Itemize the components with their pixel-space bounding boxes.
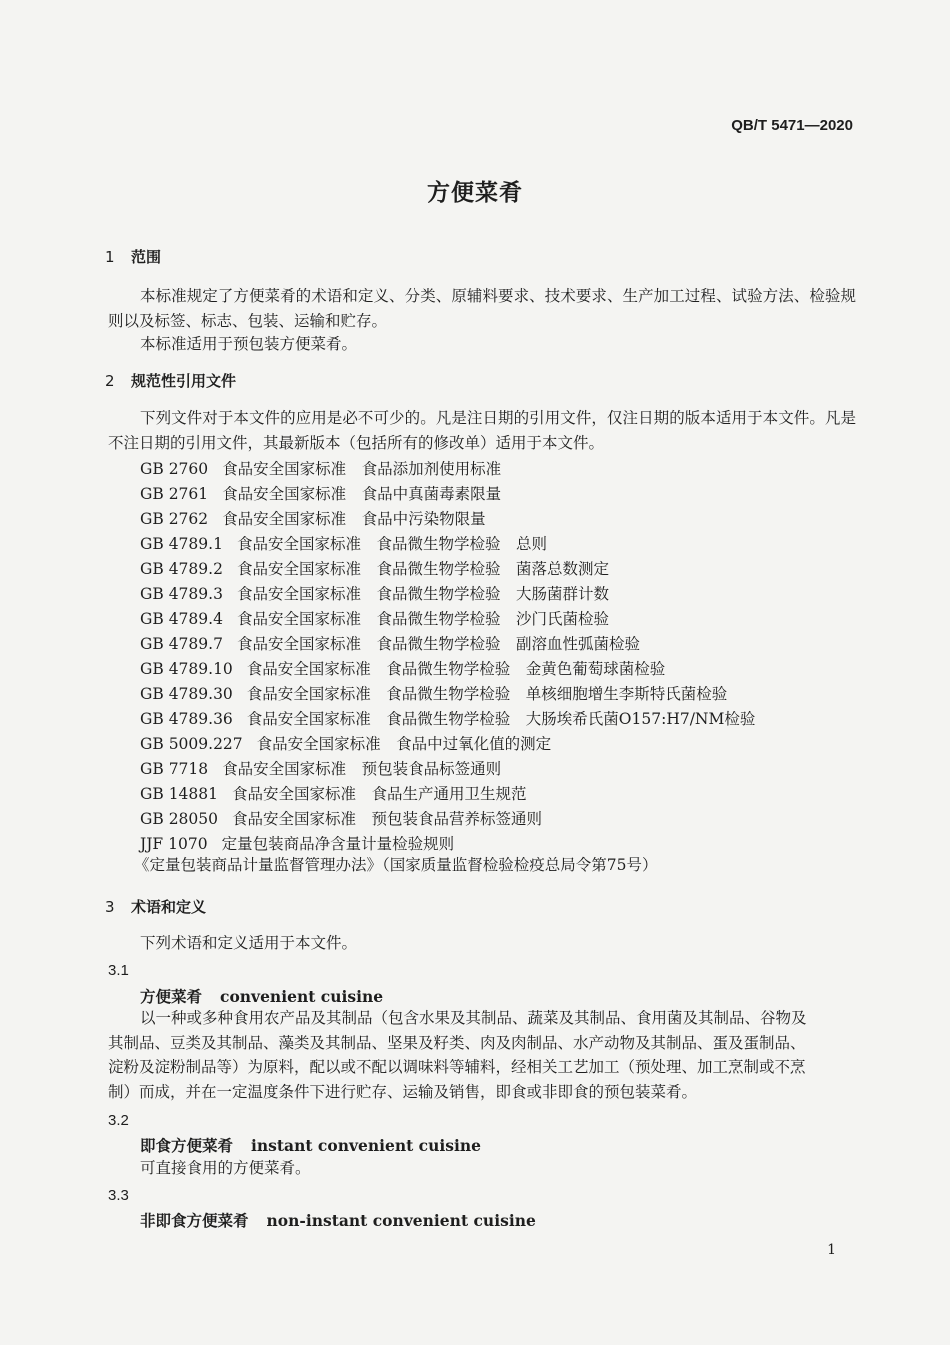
term-cn: 方便菜肴 [140,987,203,1006]
standard-code: QB/T 5471—2020 [731,117,853,134]
reference-title: 定量包装商品净含量计量检验规则 [221,835,455,853]
reference-code: GB 5009.227 [140,735,243,753]
section-number: 3 [105,898,115,916]
term-cn: 即食方便菜肴 [140,1136,234,1155]
section-3-heading [105,896,206,917]
section-number: 2 [105,372,115,390]
section-number: 1 [105,248,115,266]
reference-code: GB 7718 [140,760,209,778]
reference-item [140,682,727,704]
term-3-2-number: 3.2 [108,1112,129,1129]
scope-line-2: 检验规则以及标签、标志、包装、运输和贮存。 [108,287,856,330]
term-3-1-def-line-1: 以一种或多种食用农产品及其制品（包含水果及其制品、蔬菜及其制品、食用菌及其制品、谷物及 [140,1009,807,1027]
reference-item [140,582,609,604]
refs-intro-line-2: 凡是不注日期的引用文件，其最新版本（包括所有的修改单）适用于本文件。 [108,409,856,452]
term-3-2-definition: 可直接食用的方便菜肴。 [140,1159,311,1177]
refs-intro-line-1: 下列文件对于本文件的应用是必不可少的。凡是注日期的引用文件，仅注日期的版本适用于本文件。 [140,409,825,427]
term-3-1-def-line-2: 其制品、豆类及其制品、藻类及其制品、坚果及籽类、肉及肉制品、水产动物及其制品、蛋及蛋制品、 [108,1034,806,1052]
reference-code: GB 4789.4 [140,610,223,628]
term-en: instant convenient cuisine [251,1136,482,1155]
reference-item [140,707,755,729]
reference-title: 食品安全国家标准 食品生产通用卫生规范 [232,785,527,803]
reference-title: 食品安全国家标准 食品微生物学检验 菌落总数测定 [236,560,609,578]
reference-code: GB 4789.30 [140,685,233,703]
term-3-2-title [140,1134,481,1156]
reference-item [140,832,454,854]
term-3-3-number: 3.3 [108,1187,129,1204]
reference-item [140,482,501,504]
reference-title: 食品安全国家标准 食品微生物学检验 大肠菌群计数 [236,585,609,603]
reference-item [140,607,609,629]
reference-code: GB 4789.3 [140,585,223,603]
term-3-3-title [140,1209,536,1231]
reference-title: 食品安全国家标准 食品微生物学检验 沙门氏菌检验 [236,610,609,628]
page-number: 1 [827,1242,836,1258]
reference-item [140,757,501,779]
reference-title: 食品安全国家标准 食品微生物学检验 大肠埃希氏菌O157:H7/NM检验 [246,710,756,728]
reference-title: 食品安全国家标准 食品中真菌毒素限量 [222,485,502,503]
reference-title: 食品安全国家标准 食品中污染物限量 [222,510,486,528]
reference-title: 食品安全国家标准 食品微生物学检验 副溶血性弧菌检验 [236,635,640,653]
term-3-1-number: 3.1 [108,962,129,979]
reference-title: 食品安全国家标准 食品微生物学检验 总则 [236,535,547,553]
reference-title: 食品安全国家标准 食品微生物学检验 金黄色葡萄球菌检验 [246,660,666,678]
term-3-1-title [140,985,383,1007]
reference-code: JJF 1070 [140,835,208,853]
refs-intro [108,406,856,456]
reference-title: 食品安全国家标准 食品添加剂使用标准 [222,460,502,478]
term-cn: 非即食方便菜肴 [140,1211,249,1230]
section-2-heading [105,370,236,391]
scope-paragraph-1 [108,284,856,334]
reference-item [140,807,542,829]
reference-code: GB 4789.36 [140,710,233,728]
reference-code: GB 2761 [140,485,209,503]
regulation-reference: 《定量包装商品计量监督管理办法》（国家质量监督检验检疫总局令第75号） [134,856,658,874]
reference-item [140,632,640,654]
reference-code: GB 2762 [140,510,209,528]
reference-item [140,532,547,554]
reference-title: 食品安全国家标准 食品微生物学检验 单核细胞增生李斯特氏菌检验 [246,685,728,703]
reference-item [140,657,665,679]
reference-code: GB 4789.1 [140,535,223,553]
document-title: 方便菜肴 [427,180,523,206]
term-3-1-def-line-4: 制）而成，并在一定温度条件下进行贮存、运输及销售，即食或非即食的预包装菜肴。 [108,1083,698,1101]
scope-paragraph-2: 本标准适用于预包装方便菜肴。 [140,335,358,353]
reference-title: 食品安全国家标准 预包装食品营养标签通则 [232,810,543,828]
reference-title: 食品安全国家标准 预包装食品标签通则 [222,760,502,778]
reference-code: GB 28050 [140,810,219,828]
term-en: convenient cuisine [220,987,384,1006]
terms-intro: 下列术语和定义适用于本文件。 [140,934,358,952]
section-title: 范围 [131,248,162,266]
reference-item [140,557,609,579]
reference-item [140,732,551,754]
reference-code: GB 4789.2 [140,560,223,578]
reference-code: GB 4789.10 [140,660,233,678]
scope-line-1: 本标准规定了方便菜肴的术语和定义、分类、原辅料要求、技术要求、生产加工过程、试验方法、 [140,287,810,305]
reference-code: GB 14881 [140,785,219,803]
reference-title: 食品安全国家标准 食品中过氧化值的测定 [256,735,552,753]
reference-item [140,782,527,804]
term-en: non-instant convenient cuisine [266,1211,536,1230]
reference-item [140,457,501,479]
reference-item [140,507,486,529]
section-1-heading [105,246,161,267]
reference-code: GB 2760 [140,460,209,478]
section-title: 规范性引用文件 [131,372,237,390]
section-title: 术语和定义 [131,898,207,916]
term-3-1-def-line-3: 淀粉及淀粉制品等）为原料，配以或不配以调味料等辅料，经相关工艺加工（预处理、加工烹制或不烹 [108,1058,806,1076]
reference-code: GB 4789.7 [140,635,223,653]
